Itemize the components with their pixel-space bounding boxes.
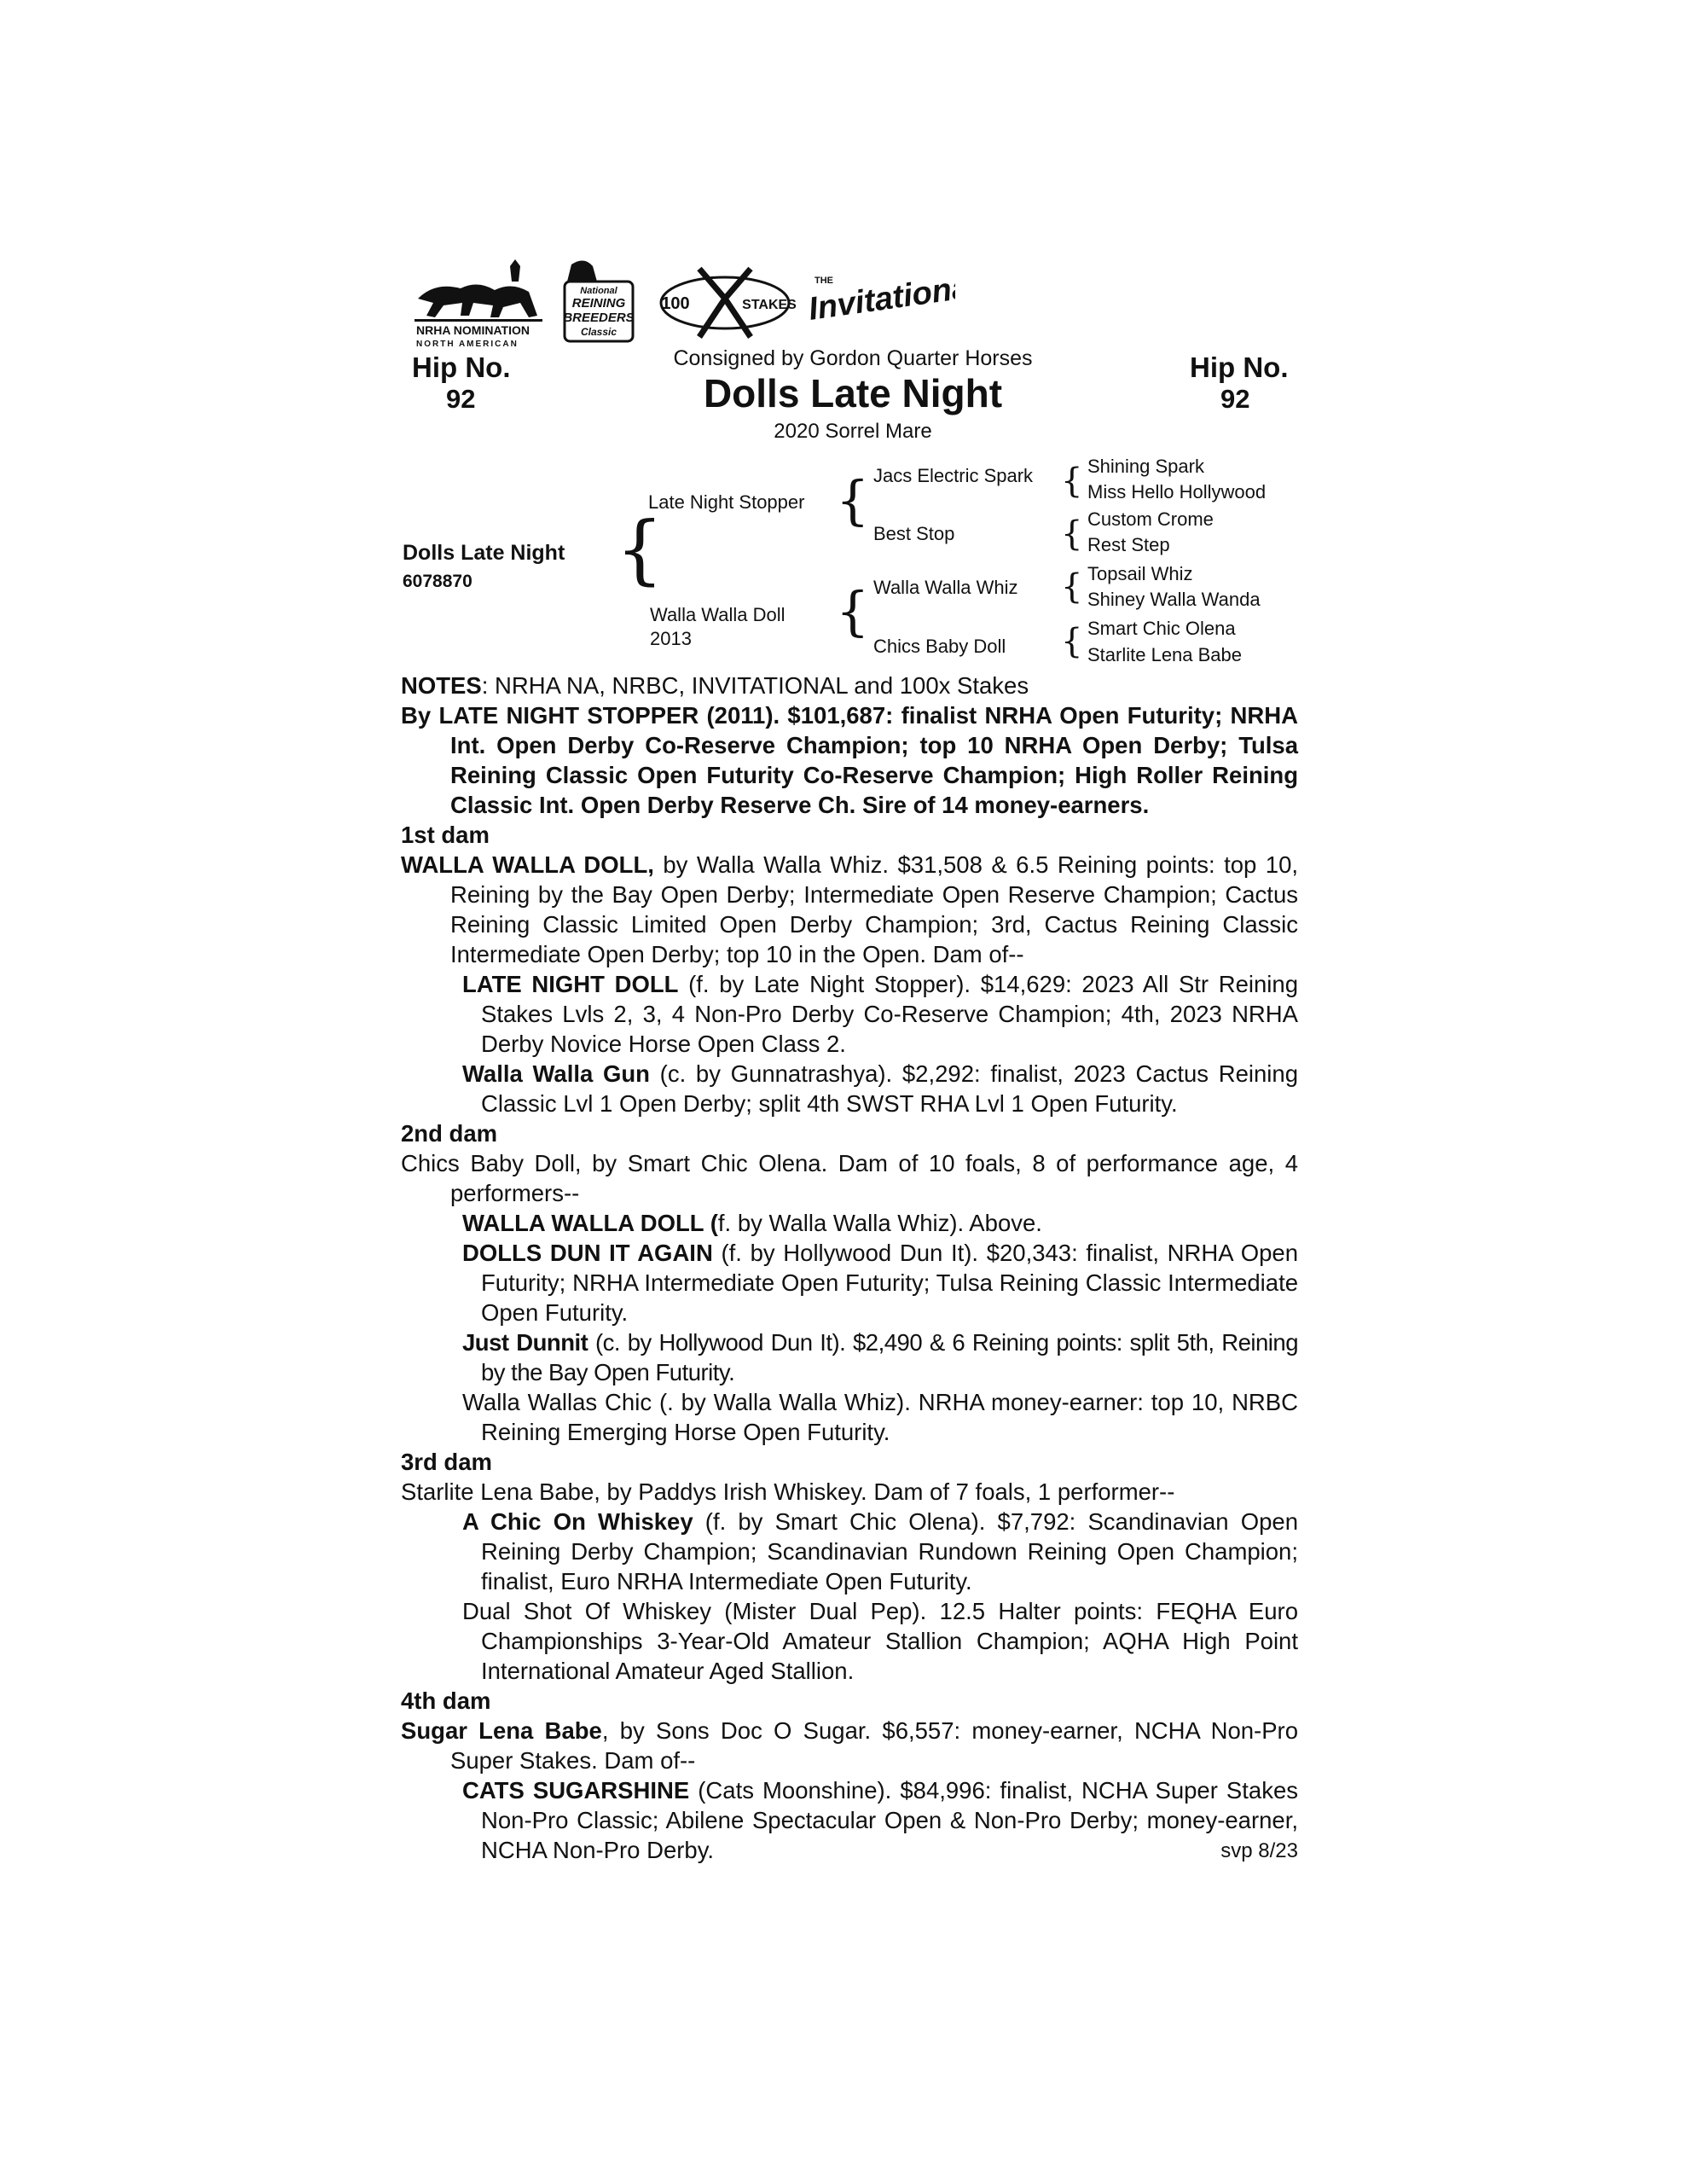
offspring-name: CATS SUGARSHINE	[462, 1777, 690, 1804]
nrbc-line1: National	[580, 286, 617, 296]
stakes-num: 100	[661, 294, 690, 313]
pedigree-sire: Late Night Stopper	[648, 491, 805, 513]
offspring-text: (f. by Hollywood Dun It). $20,343: finalist, NRHA Open Futurity; NRHA Intermediate Open Futurity; Tulsa Reining Classic Intermediate Open Futurity.	[481, 1240, 1299, 1326]
footer-code: svp 8/23	[1220, 1839, 1298, 1862]
notes-label: NOTES	[401, 672, 482, 699]
offspring-text: f. by Walla Walla Whiz). Above.	[717, 1210, 1042, 1236]
invitational-the: THE	[815, 276, 833, 286]
pedigree-sdd: Rest Step	[1087, 534, 1170, 555]
catalog-notes	[401, 671, 1298, 1865]
offspring-name: DOLLS DUN IT AGAIN	[462, 1240, 713, 1266]
offspring-entry	[432, 1775, 1298, 1865]
offspring-entry	[432, 1059, 1298, 1118]
hip-label-left: Hip No.	[412, 351, 511, 383]
offspring-text: (c. by Hollywood Dun It). $2,490 & 6 Reining points: split 5th, Reining by the Bay Open Futurity.	[481, 1329, 1298, 1385]
offspring-name: A Chic On Whiskey	[462, 1508, 693, 1535]
offspring-name: Walla Walla Gun	[462, 1060, 650, 1087]
offspring-entry: Dual Shot Of Whiskey (Mister Dual Pep). 12.5 Halter points: FEQHA Euro Championships 3-Year-Old Amateur Stallion Champion; AQHA High Point International Amateur Aged Stallion.	[462, 1598, 1298, 1684]
dam2-heading: 2nd dam	[401, 1120, 498, 1147]
offspring-text: (c. by Gunnatrashya). $2,292: finalist, 2023 Cactus Reining Classic Lvl 1 Open Derby; split 4th SWST RHA Lvl 1 Open Futurity.	[481, 1060, 1298, 1117]
nrha-line2: NORTH AMERICAN	[416, 340, 519, 349]
offspring-entry: Walla Wallas Chic (. by Walla Walla Whiz). NRHA money-earner: top 10, NRBC Reining Emerging Horse Open Futurity.	[462, 1389, 1298, 1445]
pedigree-dam: Walla Walla Doll	[650, 604, 786, 625]
brace-ds: {	[1061, 567, 1083, 607]
logos-svg	[409, 256, 955, 350]
dam3-heading: 3rd dam	[401, 1449, 492, 1475]
offspring-entry	[432, 1327, 1298, 1387]
pedigree-sss: Shining Spark	[1087, 456, 1204, 477]
nrha-rule	[415, 319, 542, 322]
invitational-word: Invitational	[806, 268, 955, 328]
dam1-name: WALLA WALLA DOLL,	[401, 851, 654, 878]
invitational-logo	[806, 268, 955, 328]
dam4-name: Sugar Lena Babe	[401, 1717, 602, 1744]
pedigree-dam-sire: Walla Walla Whiz	[873, 577, 1018, 598]
dam3-entry: Starlite Lena Babe, by Paddys Irish Whiskey. Dam of 7 foals, 1 performer--	[401, 1478, 1175, 1505]
notes-text: : NRHA NA, NRBC, INVITATIONAL and 100x Stakes	[481, 672, 1029, 699]
nrha-logo	[415, 259, 542, 349]
brace-sire: {	[836, 469, 870, 531]
dam1-heading: 1st dam	[401, 822, 490, 848]
offspring-entry	[432, 1238, 1298, 1327]
brace-ss: {	[1061, 462, 1083, 501]
pedigree-horse: Dolls Late Night	[403, 541, 565, 565]
nrha-line1: NRHA NOMINATION	[416, 323, 530, 337]
hip-num-left: 92	[446, 384, 476, 414]
dam4-heading: 4th dam	[401, 1687, 491, 1714]
pedigree-dds: Smart Chic Olena	[1087, 618, 1236, 639]
pedigree-ddd: Starlite Lena Babe	[1087, 644, 1243, 665]
offspring-text: (f. by Smart Chic Olena). $7,792: Scandinavian Open Reining Derby Champion; Scandinavian Rundown Reining Open Champion; finalist, Euro NRHA Intermediate Open Futurity.	[481, 1508, 1298, 1594]
offspring-name: Just Dunnit	[462, 1329, 588, 1356]
offspring-text: (f. by Late Night Stopper). $14,629: 2023 All Str Reining Stakes Lvls 2, 3, 4 Non-Pro Derby Co-Reserve Champion; 4th, 2023 NRHA Derby Novice Horse Open Class 2.	[481, 971, 1298, 1057]
pedigree-sire-sire: Jacs Electric Spark	[873, 465, 1034, 486]
dam2-entry: Chics Baby Doll, by Smart Chic Olena. Dam of 10 foals, 8 of performance age, 4 performers--	[401, 1150, 1298, 1206]
page-title: Dolls Late Night	[703, 371, 1003, 415]
offspring-name: LATE NIGHT DOLL	[462, 971, 679, 997]
hip-label-right: Hip No.	[1190, 351, 1289, 383]
offspring-entry	[432, 1507, 1298, 1596]
nrbc-logo	[563, 260, 634, 341]
nrbc-line4: Classic	[580, 326, 617, 338]
pedigree-dsd: Shiney Walla Wanda	[1087, 589, 1261, 610]
brace-dd: {	[1061, 622, 1083, 661]
offspring-entry	[432, 969, 1298, 1059]
offspring-text: (Cats Moonshine). $84,996: finalist, NCHA Super Stakes Non-Pro Classic; Abilene Spectacular Open & Non-Pro Derby; money-earner, NCHA Non-Pro Derby.	[481, 1777, 1298, 1863]
nrbc-line2: REINING	[571, 296, 626, 311]
offspring-entry	[432, 1208, 1298, 1238]
pedigree-dam-dam: Chics Baby Doll	[873, 636, 1006, 657]
rider-silhouette	[510, 259, 520, 282]
pedigree-reg-number: 6078870	[403, 572, 472, 591]
brace-dam: {	[836, 580, 870, 642]
pedigree-dam-year: 2013	[650, 628, 692, 649]
pedigree-sds: Custom Crome	[1087, 508, 1214, 530]
consigned-by: Consigned by Gordon Quarter Horses	[673, 346, 1033, 370]
dam1-text: by Walla Walla Whiz. $31,508 & 6.5 Reining points: top 10, Reining by the Bay Open Derby; Intermediate Open Reserve Champion; Cactus Reining Classic Limited Open Derby Champion; 3rd, Cactus Reining Classic Intermediate Open Derby; top 10 in the Open. Dam of--	[450, 851, 1298, 967]
pedigree-ssd: Miss Hello Hollywood	[1087, 481, 1267, 502]
dam1-entry	[401, 850, 1298, 969]
brace-main: {	[616, 505, 664, 593]
stakes-logo	[661, 269, 797, 337]
sire-summary: By LATE NIGHT STOPPER (2011). $101,687: finalist NRHA Open Futurity; NRHA Int. Open Derby Co-Reserve Champion; top 10 NRHA Open Derby; Tulsa Reining Classic Open Futurity Co-Reserve Champion; High Roller Reining Classic Int. Open Derby Reserve Ch. Sire of 14 money-earners.	[401, 702, 1298, 818]
pedigree-dss: Topsail Whiz	[1087, 563, 1193, 584]
nrbc-line3: BREEDERS	[563, 311, 635, 325]
dam4-text: , by Sons Doc O Sugar. $6,557: money-earner, NCHA Non-Pro Super Stakes. Dam of--	[450, 1717, 1298, 1774]
stakes-word: STAKES	[742, 298, 797, 312]
offspring-name: WALLA WALLA DOLL (	[462, 1210, 718, 1236]
brace-sd: {	[1061, 514, 1083, 554]
notes-line	[401, 671, 1298, 700]
logo-strip	[409, 256, 955, 350]
horse-description: 2020 Sorrel Mare	[774, 420, 932, 443]
pedigree-sire-dam: Best Stop	[873, 523, 955, 544]
horses-silhouette	[418, 284, 537, 317]
dam4-entry	[401, 1716, 1298, 1775]
hip-num-right: 92	[1220, 384, 1250, 414]
nrbc-rider-icon	[567, 260, 597, 282]
